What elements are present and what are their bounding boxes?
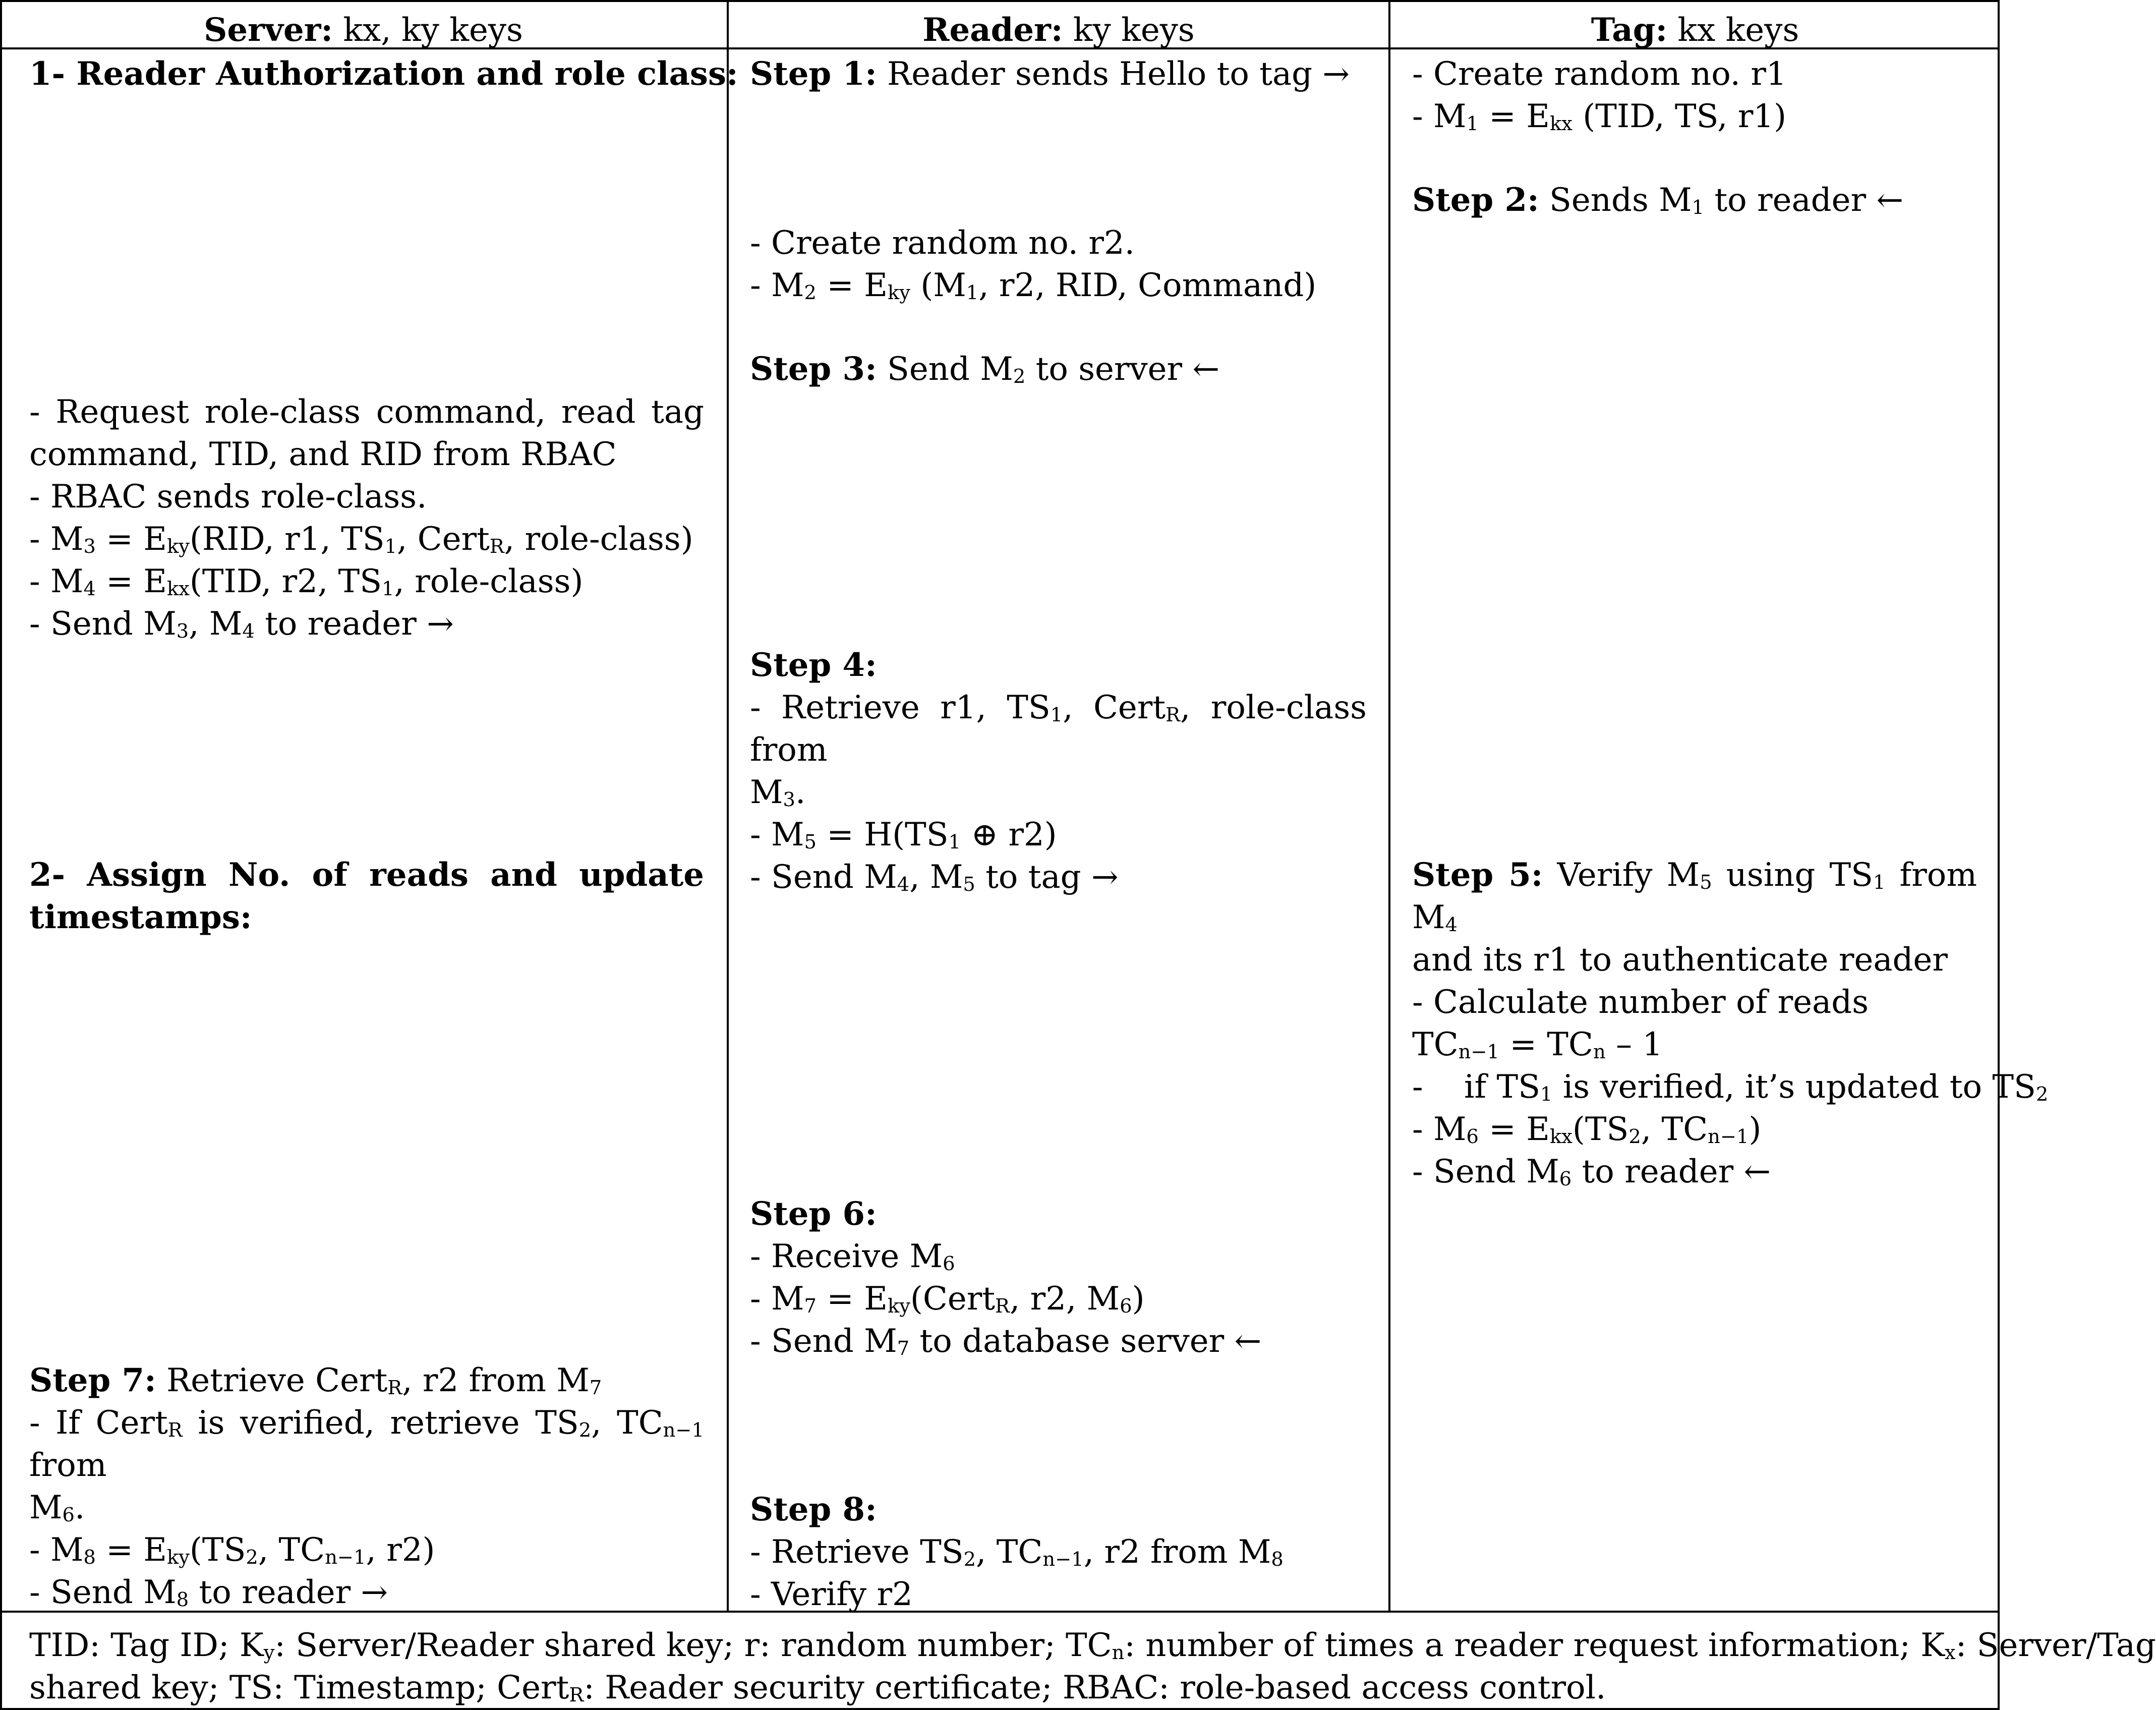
tag-step2-block	[1412, 179, 1977, 221]
border-right	[1998, 0, 2000, 1710]
column-divider-1	[727, 0, 729, 1612]
column-divider-2	[1388, 0, 1390, 1612]
tag-step5-block	[1412, 854, 2049, 1193]
reader-step6-label: Step 6:	[750, 1195, 877, 1233]
reader-m5: - $M_5 = H(TS_1$ ⊕ r2)	[750, 816, 1057, 853]
reader-send-m4-m5: - Send $M_4$, $M_5$ to tag →	[750, 859, 1119, 896]
server-m8: - $M_8 = E_{ky}(TS_2$, $TC_{n-1}$, r2)	[29, 1531, 435, 1569]
reader-send-m7: - Send $M_7$ to database server ←	[750, 1323, 1262, 1360]
tag-m6: - $M_6 = E_{kx}(TS_2$, $TC_{n-1}$)	[1412, 1111, 1762, 1148]
reader-step4-label: Step 4:	[750, 646, 877, 684]
reader-step6-block	[750, 1193, 1367, 1362]
reader-m7: - $M_7$ = $E_{ky}(Cert_R$, r2, $M_6$)	[750, 1280, 1145, 1318]
tag-create-block	[1412, 53, 1977, 138]
server-section2	[29, 854, 704, 939]
header-reader-keys: ky keys	[1073, 12, 1195, 49]
header-tag-keys: kx keys	[1677, 12, 1799, 49]
server-send-m3-m4: - Send $M_3$, $M_4$ to reader →	[29, 605, 454, 643]
reader-step4-block	[750, 644, 1367, 898]
tag-ts-update: - if $TS_1$ is verified, it’s updated to $TS_2$	[1412, 1068, 2049, 1106]
reader-m2: - $M_2 = E_{ky}$ ($M_1$, r2, RID, Command)	[750, 267, 1317, 304]
header-reader-role: Reader:	[922, 11, 1063, 49]
tag-calc-reads: - Calculate number of reads	[1412, 984, 1869, 1021]
server-section2-title-line1: 2- Assign No. of reads and update	[29, 856, 704, 894]
footnote-line2: shared key; TS: Timestamp; Cert$_R$: Reader security certificate; RBAC: role-based access control.	[29, 1669, 1606, 1706]
server-rbac-sends: - RBAC sends role-class.	[29, 478, 427, 516]
reader-step1: Step 1: Reader sends Hello to tag →	[750, 55, 1350, 93]
tag-step5-line2: and its r1 to authenticate reader	[1412, 941, 1948, 979]
reader-step1-block	[750, 53, 1367, 95]
server-step7: Step 7: Retrieve Cert$_R$, r2 from $M_7$	[29, 1361, 602, 1399]
server-request-line1: - Request role-class command, read tag	[29, 393, 704, 431]
reader-step3: Step 3: Send $M_2$ to server ←	[750, 350, 1220, 388]
tag-create-r1: - Create random no. r1	[1412, 55, 1787, 93]
server-request-line2: command, TID, and RID from RBAC	[29, 436, 617, 473]
reader-step8-block	[750, 1489, 1367, 1616]
border-left	[0, 0, 2, 1710]
reader-create-r2: - Create random no. r2.	[750, 224, 1135, 262]
server-m4: - $M_4 = E_{kx}(TID$, r2, $TS_1$, role-class)	[29, 563, 584, 600]
reader-retrieve-line2: $M_3$.	[750, 774, 806, 811]
header-server	[0, 0, 727, 49]
reader-receive-m6: - Receive $M_6$	[750, 1238, 955, 1275]
header-server-role: Server:	[204, 11, 333, 49]
tag-step2: Step 2: Sends $M_1$ to reader ←	[1412, 181, 1904, 219]
footnote	[29, 1624, 2156, 1709]
server-authorization-block	[29, 391, 704, 645]
server-send-m8: - Send $M_8$ to reader →	[29, 1574, 388, 1611]
server-verify-line2: $M_6$.	[29, 1489, 85, 1526]
tag-tc-formula: $TC_{n-1} = TC_n - 1$	[1412, 1026, 1663, 1063]
server-section1-title: 1- Reader Authorization and role class:	[29, 55, 738, 93]
reader-retrieve-line1: - Retrieve r1, $TS_1$, Cert$_R$, role-class from	[750, 689, 1367, 769]
reader-step3-block	[750, 348, 1367, 390]
reader-step8-label: Step 8:	[750, 1491, 877, 1528]
server-section1	[29, 53, 738, 95]
reader-create-block	[750, 222, 1367, 307]
server-verify-line1: - If Cert$_R$ is verified, retrieve $TS_2$, $TC_{n-1}$ from	[29, 1404, 704, 1484]
reader-retrieve-m8: - Retrieve $TS_2$, $TC_{n-1}$, r2 from $M_8$	[750, 1533, 1284, 1571]
server-step7-block	[29, 1359, 704, 1614]
header-reader	[729, 0, 1388, 49]
reader-verify-r2: - Verify r2	[750, 1576, 913, 1613]
header-server-keys: kx, ky keys	[343, 12, 523, 49]
server-m3: - $M_3 = E_{ky}(RID$, r1, $TS_1$, Cert$_R$, role-class)	[29, 521, 693, 558]
server-section2-title-line2: timestamps:	[29, 898, 252, 936]
tag-m1: - $M_1 = E_{kx}$ (TID, TS, r1)	[1412, 98, 1787, 135]
tag-send-m6: - Send $M_6$ to reader ←	[1412, 1153, 1771, 1190]
footnote-line1: TID: Tag ID; $K_y$: Server/Reader shared key; r: random number; $TC_n$: number of times a reader request information; $K_x$: Server/Tag	[29, 1627, 2156, 1664]
header-tag	[1390, 0, 2000, 49]
header-tag-role: Tag:	[1591, 11, 1668, 49]
tag-step5-line1: Step 5: Verify $M_5$ using $TS_1$ from $M_4$	[1412, 856, 1977, 936]
